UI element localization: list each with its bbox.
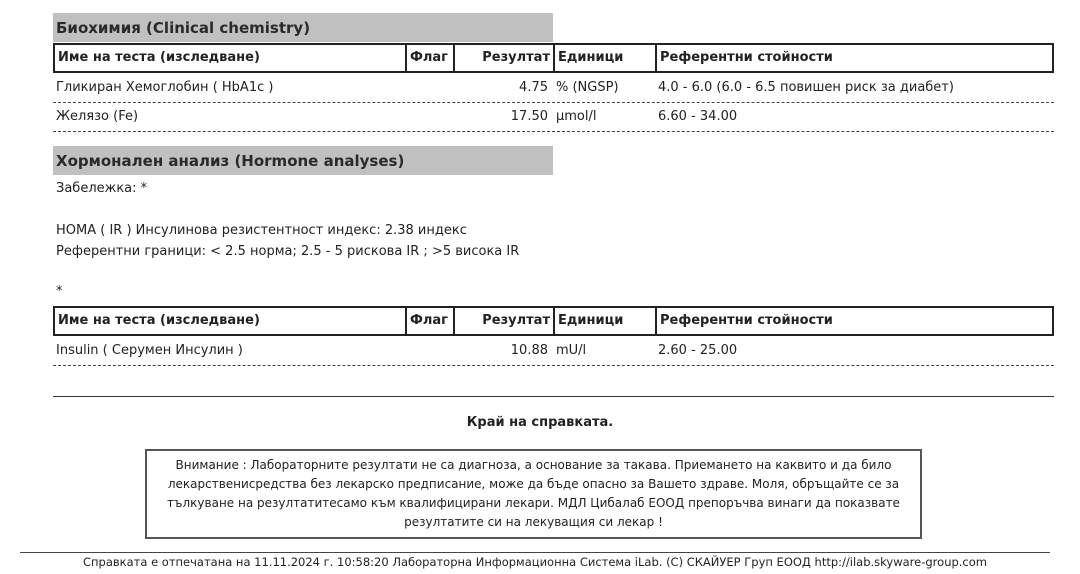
test-result: 10.88 bbox=[510, 343, 548, 358]
test-name: Insulin ( Серумен Инсулин ) bbox=[56, 343, 243, 358]
divider bbox=[53, 396, 1054, 397]
col-name: Име на теста (изследване) bbox=[55, 308, 407, 334]
test-units: µmol/l bbox=[556, 109, 597, 124]
homa-limits: Референтни граници: < 2.5 норма; 2.5 - 5 рискова IR ; >5 висока IR bbox=[56, 244, 520, 259]
col-units: Единици bbox=[555, 45, 657, 71]
note-star: * bbox=[56, 284, 63, 299]
footer: Справката е отпечатана на 11.11.2024 г. 10:58:20 Лабораторна Информационна Система iLab. (C) СКАЙУЕР Груп ЕООД http://ilab.skyware-group.com bbox=[20, 552, 1050, 569]
table-header bbox=[53, 306, 1054, 336]
col-ref: Референтни стойности bbox=[660, 313, 833, 328]
note-label: Забележка: * bbox=[56, 181, 148, 196]
test-result: 17.50 bbox=[510, 109, 548, 124]
test-units: % (NGSP) bbox=[556, 80, 619, 95]
test-name: Желязо (Fe) bbox=[56, 109, 139, 124]
end-of-report: Край на справката. bbox=[466, 415, 614, 430]
table-row bbox=[53, 73, 1054, 103]
table-header bbox=[53, 43, 1054, 73]
test-flag bbox=[405, 73, 453, 102]
col-ref: Референтни стойности bbox=[660, 50, 833, 65]
table-row bbox=[53, 336, 1054, 366]
test-flag bbox=[405, 336, 453, 365]
col-result: Резултат bbox=[455, 45, 555, 71]
test-name: Гликиран Хемоглобин ( HbA1c ) bbox=[56, 80, 274, 95]
test-ref: 2.60 - 25.00 bbox=[658, 343, 738, 358]
table-row bbox=[53, 102, 1054, 132]
col-name: Име на теста (изследване) bbox=[55, 45, 407, 71]
section-title-hormones: Хормонален анализ (Hormone analyses) bbox=[53, 146, 553, 175]
test-ref: 6.60 - 34.00 bbox=[658, 109, 738, 124]
test-units: mU/l bbox=[556, 343, 587, 358]
test-flag bbox=[405, 102, 453, 131]
col-flag: Флаг bbox=[407, 45, 455, 71]
homa-index: HOMA ( IR ) Инсулинова резистентност индекс: 2.38 индекс bbox=[56, 223, 467, 238]
section-title-biochemistry: Биохимия (Clinical chemistry) bbox=[53, 13, 553, 42]
col-flag: Флаг bbox=[407, 308, 455, 334]
col-result: Резултат bbox=[455, 308, 555, 334]
col-units: Единици bbox=[555, 308, 657, 334]
disclaimer-box: Внимание : Лабораторните резултати не са диагноза, а основание за такава. Приемането на каквито и да било лекарственисредства без лекарско предписание, може да бъде опасно за Вашето здраве. Моля, обръщайте се за тълкуване на резултатитесамо към квалифицирани лекари. МДЛ Цибалаб ЕООД препоръчва винаги да показвате резултатите си на лекуващия си лекар ! bbox=[145, 449, 922, 539]
test-result: 4.75 bbox=[519, 80, 548, 95]
test-ref: 4.0 - 6.0 (6.0 - 6.5 повишен риск за диабет) bbox=[658, 80, 954, 95]
